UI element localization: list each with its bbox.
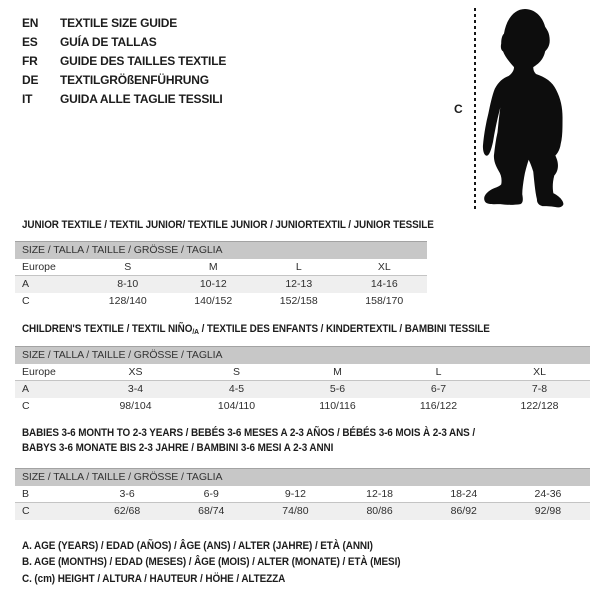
age-cell: 6-7 <box>430 383 447 395</box>
row-label: B <box>22 488 30 500</box>
height-cell: 92/98 <box>534 505 562 517</box>
children-size-table <box>15 346 590 415</box>
table-row-c <box>15 503 590 520</box>
table-row-c <box>15 293 427 310</box>
table-row-europe <box>15 259 427 276</box>
language-title: GUIDA ALLE TAGLIE TESSILI <box>60 91 223 106</box>
height-cell: 62/68 <box>113 505 141 517</box>
height-cell: 128/140 <box>108 295 147 307</box>
height-cell: 152/158 <box>279 295 318 307</box>
section-title-babies-line1: BABIES 3-6 MONTH TO 2-3 YEARS / BEBÉS 3-6 MESES A 2-3 AÑOS / BÉBÉS 3-6 MOIS À 2-3 ANS / <box>22 427 475 439</box>
legend-line-a: A. AGE (YEARS) / EDAD (AÑOS) / ÂGE (ANS) / ALTER (JAHRE) / ETÀ (ANNI) <box>22 540 373 552</box>
age-cell: 6-9 <box>203 488 219 500</box>
height-measure-dashed-line <box>474 8 476 209</box>
table-row-a <box>15 276 427 293</box>
height-cell: 74/80 <box>282 505 309 517</box>
size-cell: XS <box>128 366 143 378</box>
language-row-es <box>22 32 226 51</box>
row-label: C <box>22 505 30 517</box>
size-cell: M <box>333 366 342 378</box>
age-cell: 18-24 <box>450 488 478 500</box>
height-cell: 116/122 <box>419 400 458 412</box>
height-cell: 98/104 <box>119 400 152 412</box>
language-code: DE <box>22 72 39 87</box>
language-title: GUÍA DE TALLAS <box>60 34 157 49</box>
table-row-europe <box>15 364 590 381</box>
size-cell: XL <box>533 366 546 378</box>
height-cell: 80/86 <box>366 505 393 517</box>
title-part: / TEXTILE DES ENFANTS / KINDERTEXTIL / BAMBINI TESSILE <box>198 323 490 335</box>
size-header-bar: SIZE / TALLA / TAILLE / GRÖSSE / TAGLIA <box>15 241 427 259</box>
row-label: Europe <box>22 366 56 378</box>
height-cell: 110/116 <box>319 400 356 412</box>
toddler-silhouette-icon <box>482 6 579 211</box>
row-label: C <box>22 400 30 412</box>
age-cell: 3-4 <box>127 383 144 395</box>
table-row-b <box>15 486 590 503</box>
language-code: EN <box>22 15 39 30</box>
height-cell: 140/152 <box>194 295 233 307</box>
size-cell: S <box>232 366 240 378</box>
language-title: TEXTILE SIZE GUIDE <box>60 15 178 30</box>
measurement-legend <box>22 538 433 587</box>
language-title: TEXTILGRÖßENFÜHRUNG <box>60 72 209 87</box>
language-code: ES <box>22 34 38 49</box>
age-cell: 9-12 <box>284 488 306 500</box>
size-cell: M <box>208 261 218 273</box>
age-cell: 8-10 <box>117 278 139 290</box>
age-cell: 4-5 <box>228 383 245 395</box>
height-cell: 158/170 <box>365 295 404 307</box>
height-cell: 122/128 <box>520 400 559 412</box>
language-list <box>22 13 226 108</box>
section-title-babies-line2: BABYS 3-6 MONATE BIS 2-3 JAHRE / BAMBINI 3-6 MESI A 2-3 ANNI <box>22 442 334 454</box>
height-cell: 104/110 <box>217 400 256 412</box>
title-subscript: /A <box>192 327 199 336</box>
age-cell: 7-8 <box>531 383 548 395</box>
age-cell: 5-6 <box>329 383 346 395</box>
table-row-a <box>15 381 590 398</box>
height-cell: 86/92 <box>450 505 477 517</box>
legend-line-c: C. (cm) HEIGHT / ALTURA / HAUTEUR / HÖHE / ALTEZZA <box>22 572 286 585</box>
size-cell: S <box>124 261 132 273</box>
babies-size-table <box>15 468 590 520</box>
age-cell: 14-16 <box>370 278 398 290</box>
row-label: C <box>22 295 30 307</box>
size-cell: L <box>295 261 302 273</box>
language-code: FR <box>22 53 38 68</box>
age-cell: 24-36 <box>534 488 562 500</box>
size-header-bar: SIZE / TALLA / TAILLE / GRÖSSE / TAGLIA <box>15 468 590 486</box>
section-title-children <box>22 323 490 336</box>
size-cell: XL <box>377 261 391 273</box>
language-row-it <box>22 89 226 108</box>
age-cell: 12-13 <box>285 278 313 290</box>
language-row-fr <box>22 51 226 70</box>
table-row-c <box>15 398 590 415</box>
legend-line-b: B. AGE (MONTHS) / EDAD (MESES) / ÂGE (MOIS) / ALTER (MONATE) / ETÀ (MESI) <box>22 556 401 569</box>
age-cell: 3-6 <box>119 488 135 500</box>
height-label-c: C <box>454 102 463 116</box>
junior-size-table <box>15 241 427 310</box>
language-row-en <box>22 13 226 32</box>
row-label: A <box>22 383 30 395</box>
age-cell: 12-18 <box>366 488 394 500</box>
row-label: Europe <box>22 261 56 273</box>
size-header-bar: SIZE / TALLA / TAILLE / GRÖSSE / TAGLIA <box>15 346 590 364</box>
size-cell: L <box>435 366 442 378</box>
section-title-junior: JUNIOR TEXTILE / TEXTIL JUNIOR/ TEXTILE JUNIOR / JUNIORTEXTIL / JUNIOR TESSILE <box>22 219 434 231</box>
language-row-de <box>22 70 226 89</box>
height-cell: 68/74 <box>198 505 225 517</box>
title-part: CHILDREN'S TEXTILE / TEXTIL NIÑO <box>22 323 193 335</box>
age-cell: 10-12 <box>199 278 227 290</box>
language-code: IT <box>22 91 33 106</box>
language-title: GUIDE DES TAILLES TEXTILE <box>60 53 227 68</box>
row-label: A <box>22 278 30 290</box>
